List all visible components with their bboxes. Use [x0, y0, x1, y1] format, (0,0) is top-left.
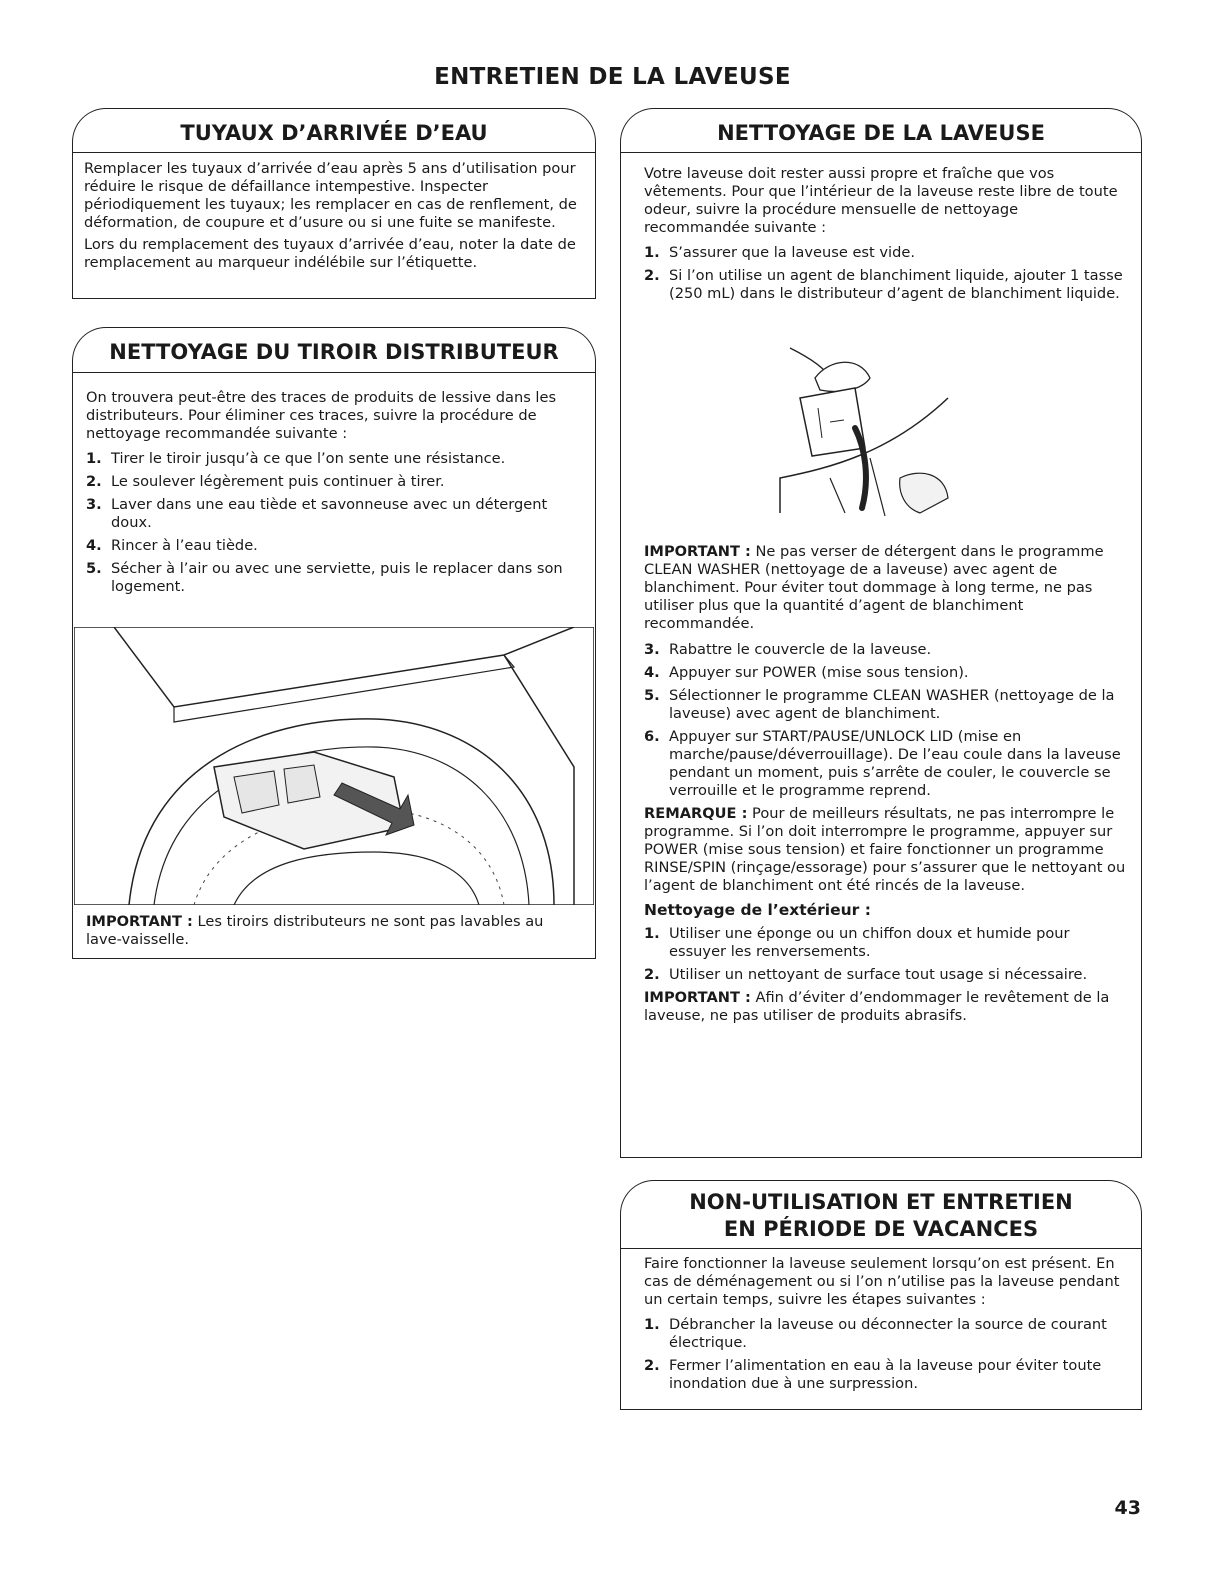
step-list	[644, 925, 1128, 984]
section-dispenser-drawer	[72, 327, 596, 959]
section-title: NETTOYAGE DU TIROIR DISTRIBUTEUR	[109, 340, 559, 364]
paragraph: Lors du remplacement des tuyaux d’arrivée d’eau, noter la date de remplacement au marqueur indélébile sur l’étiquette.	[84, 236, 576, 271]
page-title: ENTRETIEN DE LA LAVEUSE	[434, 64, 791, 90]
list-item: 1. S’assurer que la laveuse est vide.	[644, 244, 915, 261]
important-note: IMPORTANT : Ne pas verser de détergent dans le programme CLEAN WASHER (nettoyage de a laveuse) avec agent de blanchiment. Pour éviter tout dommage à long terme, ne pas utiliser plus que la quantité d’agent de blanchiment recommandée.	[644, 543, 1104, 632]
section-header	[72, 327, 596, 372]
section-header	[72, 108, 596, 152]
paragraph: Remplacer les tuyaux d’arrivée d’eau après 5 ans d’utilisation pour réduire le risque de défaillance intempestive. Inspecter périodiquement les tuyaux; les remplacer en cas de renflement, de déformation, de coupure et d’usure ou si une fuite se manifeste.	[84, 160, 577, 231]
important-note: IMPORTANT : Afin d’éviter d’endommager le revêtement de la laveuse, ne pas utiliser de produits abrasifs.	[644, 989, 1110, 1024]
list-item: 4. Rincer à l’eau tiède.	[86, 537, 258, 554]
section-header	[620, 1180, 1142, 1248]
list-item: 1. Utiliser une éponge ou un chiffon doux et humide pour essuyer les renversements.	[644, 925, 1070, 960]
section-washer-cleaning	[620, 108, 1142, 1158]
drawer-illustration	[74, 627, 594, 905]
list-item: 5. Sécher à l’air ou avec une serviette, puis le replacer dans son logement.	[86, 560, 563, 595]
list-item: 2. Le soulever légèrement puis continuer à tirer.	[86, 473, 445, 490]
list-item: 4. Appuyer sur POWER (mise sous tension).	[644, 664, 969, 681]
section-title: NON-UTILISATION ET ENTRETIEN	[689, 1190, 1073, 1214]
step-list	[644, 244, 1128, 303]
paragraph: Faire fonctionner la laveuse seulement lorsqu’on est présent. En cas de déménagement ou si l’on n’utilise pas la laveuse pendant un certain temps, suivre les étapes suivantes :	[644, 1255, 1120, 1308]
list-item: 3. Rabattre le couvercle de la laveuse.	[644, 641, 932, 658]
important-note: IMPORTANT : Les tiroirs distributeurs ne sont pas lavables au lave-vaisselle.	[86, 913, 544, 948]
section-vacation-care	[620, 1180, 1142, 1410]
exterior-subheading: Nettoyage de l’extérieur :	[644, 901, 871, 919]
list-item: 1. Tirer le tiroir jusqu’à ce que l’on sente une résistance.	[86, 450, 506, 467]
list-item: 1. Débrancher la laveuse ou déconnecter la source de courant électrique.	[644, 1316, 1107, 1351]
section-title: NETTOYAGE DE LA LAVEUSE	[717, 121, 1045, 145]
section-title: EN PÉRIODE DE VACANCES	[723, 1217, 1039, 1241]
list-item: 2. Utiliser un nettoyant de surface tout usage si nécessaire.	[644, 966, 1088, 983]
list-item: 2. Fermer l’alimentation en eau à la laveuse pour éviter toute inondation due à une surpression.	[644, 1357, 1102, 1392]
step-list	[644, 641, 1128, 800]
list-item: 3. Laver dans une eau tiède et savonneuse avec un détergent doux.	[86, 496, 548, 531]
step-list	[644, 1316, 1128, 1393]
list-item: 5. Sélectionner le programme CLEAN WASHER (nettoyage de la laveuse) avec agent de blanchiment.	[644, 687, 1115, 722]
list-item: 2. Si l’on utilise un agent de blanchiment liquide, ajouter 1 tasse (250 mL) dans le distributeur d’agent de blanchiment liquide.	[644, 267, 1123, 302]
remark-note: REMARQUE : Pour de meilleurs résultats, ne pas interrompre le programme. Si l’on doit interrompre le programme, appuyer sur POWER (mise sous tension) et faire fonctionner un programme RINSE/SPIN (rinçage/essorage) pour s’assurer que le nettoyant ou l’agent de blanchiment ont été rincés de la laveuse.	[644, 805, 1126, 894]
section-title: TUYAUX D’ARRIVÉE D’EAU	[180, 121, 488, 145]
section-header	[620, 108, 1142, 152]
paragraph: On trouvera peut-être des traces de produits de lessive dans les distributeurs. Pour éliminer ces traces, suivre la procédure de nettoyage recommandée suivante :	[86, 389, 557, 442]
page-number: 43	[1114, 1497, 1141, 1519]
bleach-pour-illustration	[770, 338, 950, 518]
section-water-hoses	[72, 108, 596, 299]
paragraph: Votre laveuse doit rester aussi propre et fraîche que vos vêtements. Pour que l’intérieur de la laveuse reste libre de toute odeur, suivre la procédure mensuelle de nettoyage recommandée suivante :	[644, 165, 1118, 236]
list-item: 6. Appuyer sur START/PAUSE/UNLOCK LID (mise en marche/pause/déverrouillage). De l’eau coule dans la laveuse pendant un moment, puis s’arrête de couler, le couvercle se verrouille et le programme reprend.	[644, 728, 1121, 799]
step-list	[86, 450, 580, 596]
